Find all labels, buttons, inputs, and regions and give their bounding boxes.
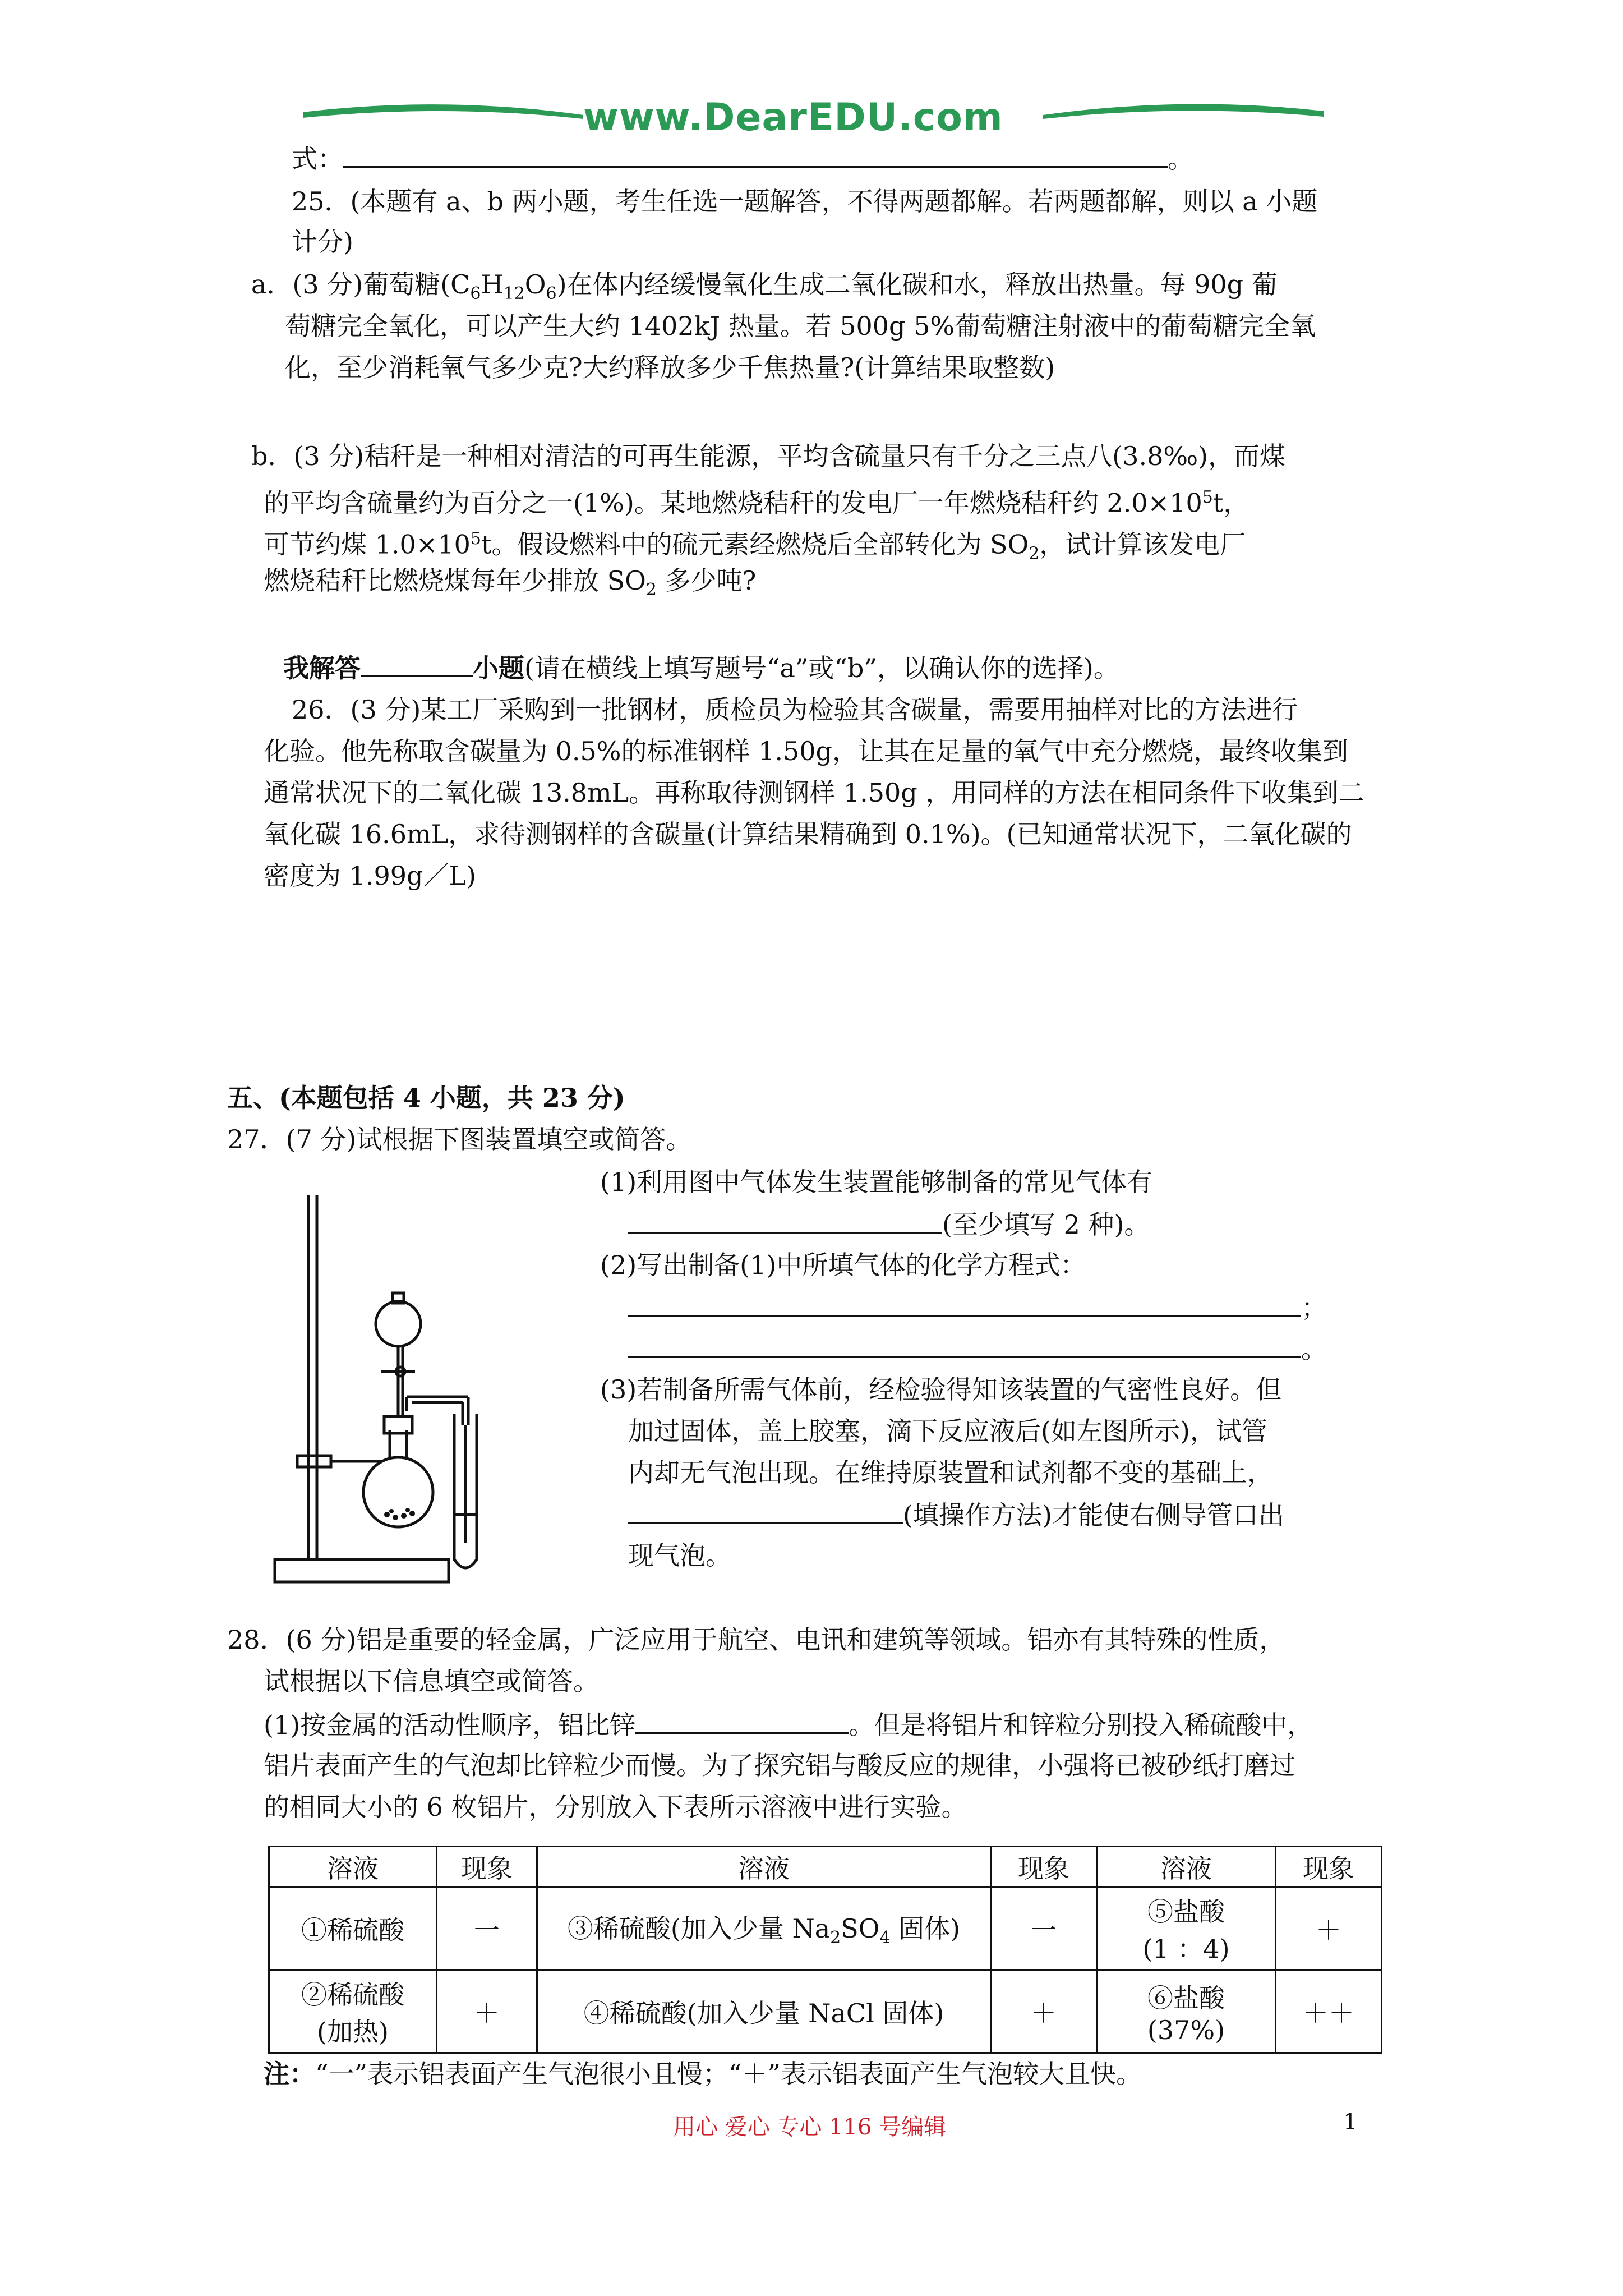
q26-line-2: 化验。他先称取含碳量为 0.5%的标准钢样 1.50g，让其在足量的氧气中充分燃烧，最终收集到	[264, 736, 1348, 766]
q25-answer-choice: 我解答 小题(请在横线上填写题号“a”或“b”，以确认你的选择)。	[283, 651, 1119, 684]
table-note: 注：“一”表示铝表面产生气泡很小且慢；“＋”表示铝表面产生气泡较大且快。	[264, 2059, 1142, 2089]
q27-p1-line-2: (至少填写 2 种)。	[628, 1207, 1150, 1241]
header-cell: 溶液	[269, 1847, 437, 1887]
q26-line-1: 26．(3 分)某工厂采购到一批钢材，质检员为检验其含碳量，需要用抽样对比的方法进行	[292, 694, 1298, 725]
q27-p3-line-3: 内却无气泡出现。在维持原装置和试剂都不变的基础上，	[628, 1457, 1273, 1488]
page-number: 1	[1343, 2109, 1358, 2135]
table-cell: 一	[437, 1887, 537, 1970]
table-cell: ②稀硫酸 (加热)	[269, 1970, 437, 2053]
q25b-line-3: 可节约煤 $1.0\times 10^5t$。假设燃料中的硫元素经燃烧后全部转化为 $SO_2$，试计算该发电厂	[264, 529, 1246, 564]
q28-line-4: 铝片表面产生的气泡却比锌粒少而慢。为了探究铝与酸反应的规律，小强将已被砂纸打磨过	[264, 1750, 1295, 1780]
table-cell: ①稀硫酸	[269, 1887, 437, 1970]
footer-text: 用心 爱心 专心 116 号编辑	[673, 2114, 947, 2140]
table-row	[269, 1970, 1382, 2053]
q28-line-1: 28．(6 分)铝是重要的轻金属，广泛应用于航空、电讯和建筑等领域。铝亦有其特殊的性质，	[227, 1625, 1285, 1655]
q25b-line-2: 的平均含硫量约为百分之一(1%)。某地燃烧秸秆的发电厂一年燃烧秸秆约 $2.0\times 10^5t$，	[264, 487, 1249, 518]
q27-p1-line-1: (1)利用图中气体发生装置能够制备的常见气体有	[600, 1167, 1153, 1197]
q27-p3-line-1: (3)若制备所需气体前，经检验得知该装置的气密性良好。但	[600, 1374, 1282, 1405]
table-cell: ③稀硫酸(加入少量 $Na_2SO_4$ 固体)	[537, 1887, 991, 1970]
q28-line-5: 的相同大小的 6 枚铝片，分别放入下表所示溶液中进行实验。	[264, 1792, 967, 1822]
table-cell: ＋	[1276, 1887, 1382, 1970]
header-cell: 现象	[991, 1847, 1097, 1887]
q25-intro-2: 计分)	[292, 227, 353, 257]
q27-p2-line-1: (2)写出制备(1)中所填气体的化学方程式：	[600, 1250, 1086, 1280]
section-5-title: 五、(本题包括 4 小题，共 23 分)	[227, 1083, 625, 1113]
table-cell: ＋	[991, 1970, 1097, 2053]
header-cell: 溶液	[537, 1847, 991, 1887]
q26-line-5: 密度为 1.99g／L)	[264, 861, 476, 891]
q27-p3-line-2: 加过固体，盖上胶塞，滴下反应液后(如左图所示)，试管	[628, 1416, 1267, 1446]
q27-title: 27．(7 分)试根据下图装置填空或简答。	[227, 1124, 692, 1154]
table-cell: ＋	[437, 1970, 537, 2053]
q25a-line-1: a．(3 分)葡萄糖$(C_6H_{12}O_6)$在体内经缓慢氧化生成二氧化碳和水，释放出热量。每 90g 葡	[251, 269, 1278, 304]
table-cell: ⑤盐酸 (1 ：4)	[1097, 1887, 1276, 1970]
q27-p3-line-4: (填操作方法)才能使右侧导管口出	[628, 1498, 1284, 1531]
table-cell: ⑥盐酸 (37%)	[1097, 1970, 1276, 2053]
table-row	[269, 1887, 1382, 1970]
site-logo: www.DearEDU.com	[583, 95, 1003, 140]
table-cell: 一	[991, 1887, 1097, 1970]
header-cell: 现象	[437, 1847, 537, 1887]
q25b-line-4: 燃烧秸秆比燃烧煤每年少排放 $SO_2$ 多少吨?	[264, 565, 757, 600]
q25a-line-2: 萄糖完全氧化，可以产生大约 1402kJ 热量。若 500g 5%葡萄糖注射液中的葡萄糖完全氧	[285, 311, 1316, 341]
q26-line-3: 通常状况下的二氧化碳 13.8mL。再称取待测钢样 1.50g ，用同样的方法在相同条件下收集到二	[264, 777, 1364, 808]
q25b-line-1: b．(3 分)秸秆是一种相对清洁的可再生能源，平均含硫量只有千分之三点八(3.8‰)，而煤	[251, 441, 1285, 471]
table-header-row	[269, 1847, 1382, 1887]
header-cell: 溶液	[1097, 1847, 1276, 1887]
table-cell: ＋＋	[1276, 1970, 1382, 2053]
q28-line-3: (1)按金属的活动性顺序，铝比锌 。但是将铝片和锌粒分别投入稀硫酸中，	[264, 1708, 1313, 1741]
formula-line: 式： 。	[292, 141, 1193, 175]
q25-intro-1: 25．(本题有 a、b 两小题，考生任选一题解答，不得两题都解。若两题都解，则以 a 小题	[292, 186, 1318, 217]
table-cell: ④稀硫酸(加入少量 NaCl 固体)	[537, 1970, 991, 2053]
gas-apparatus-figure	[269, 1178, 550, 1604]
experiment-table	[268, 1846, 1382, 2054]
q28-line-2: 试根据以下信息填空或简答。	[264, 1666, 599, 1696]
q25a-line-3: 化，至少消耗氧气多少克?大约释放多少千焦热量?(计算结果取整数)	[285, 352, 1055, 383]
header-cell: 现象	[1276, 1847, 1382, 1887]
q27-p2-answer-2: 。	[628, 1332, 1327, 1365]
q26-line-4: 氧化碳 16.6mL，求待测钢样的含碳量(计算结果精确到 0.1%)。(已知通常状况下，二氧化碳的	[264, 819, 1352, 849]
q27-p2-answer-1: ；	[628, 1290, 1327, 1324]
q27-p3-line-5: 现气泡。	[628, 1540, 731, 1571]
